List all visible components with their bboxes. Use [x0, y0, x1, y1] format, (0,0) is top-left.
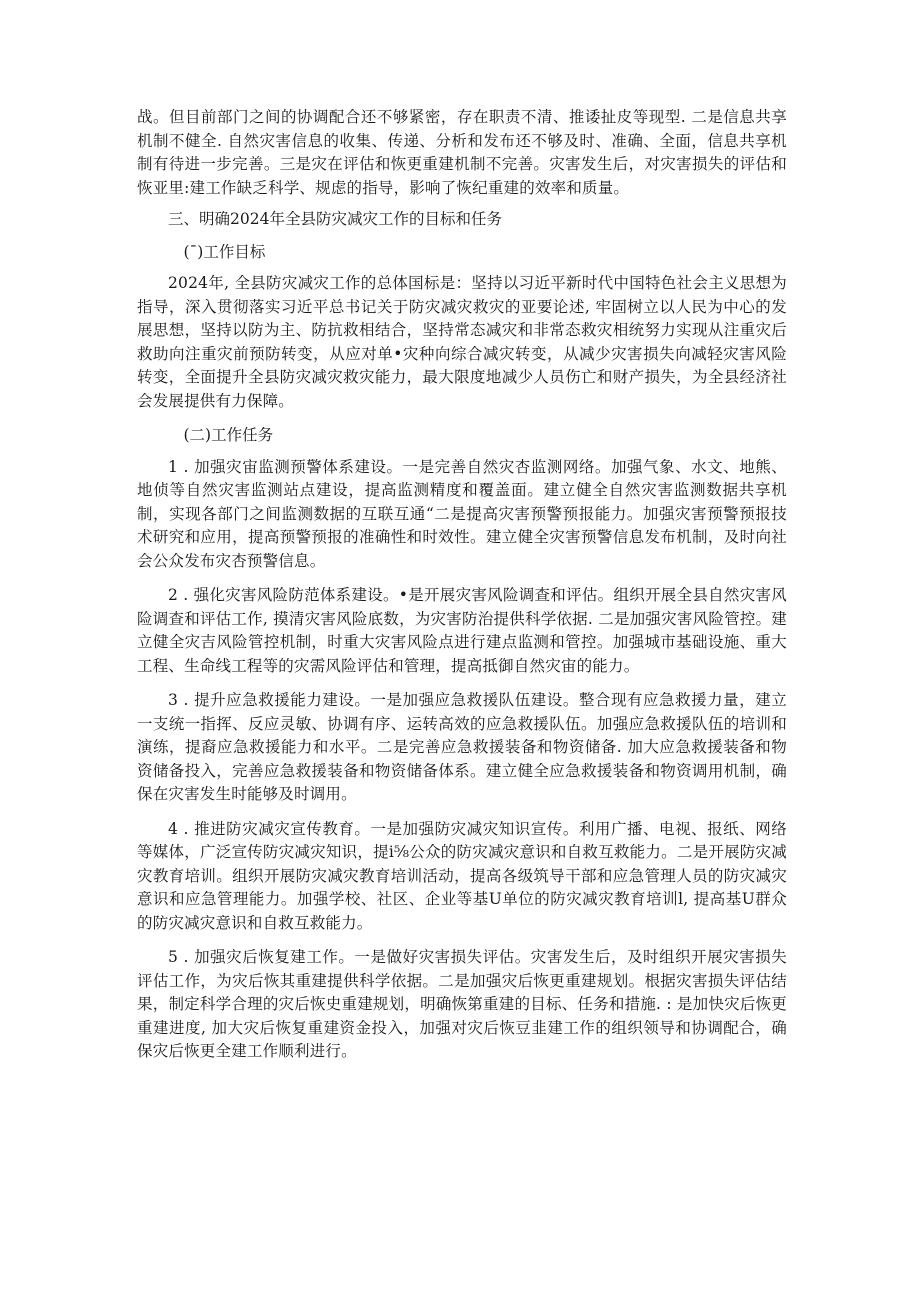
task-item-5: 5 . 加强灾后恢复建工作。一是做好灾害损失评估。灾害发生后，及时组织开展灾害损失评估工作，为灾后恢其重建提供科学依据。二是加强灾后恢更重建规划。根据灾害损失评估结果，制定科学合理的灾后恢史重建规划，明确恢第重建的目标、任务和措施. : 是加快灾后恢更重建进度, 加大灾后恢复重建资金投入，加强对灾后恢豆韭建工作的组织领导和协调配合，确保灾后恢更全建工作顺利进行。: [137, 948, 787, 1060]
goals-heading: (¯)工作目标: [183, 242, 266, 261]
tasks-heading: (二)工作任务: [183, 426, 274, 444]
task-item-3: 3 . 提升应急救援能力建设。一是加强应急救援队伍建设。整合现有应急救援力量，建立一支统一指挥、反应灵敏、协调有序、运转高效的应急救援队伍。加强应急救援队伍的培训和演练，提裔应急救援能力和水平。二是完善应急救援装备和物资储备. 加大应急救援装备和物资储备投入，完善应急救援装备和物资储备体系。建立健全应急救援装备和物资调用机制，确保在灾害发生时能够及时调用。: [137, 691, 787, 803]
intro-paragraph: 战。但目前部门之间的协调配合还不够紧密，存在职责不清、推诿扯皮等现型. 二是信息共享机制不健全. 自然灾害信息的收集、传递、分析和发布还不够及时、准确、全面，信息共享机制有待进一步完善。三是灾在评估和恢更重建机制不完善。灾害发生后，对灾害损失的评估和恢亚里:建工作缺乏科学、规虑的指导，影响了恢纪重建的效率和质量。: [137, 108, 787, 197]
task-item-1: 1 . 加强灾宙监测预警体系建设。一是完善自然灾杏监测网络。加强气象、水文、地熊、地侦等自然灾害监测站点建设，提高监测精度和覆盖面。建立健全自然灾害监测数据共享机制，实现各部门之间监测数据的互联互通“二是提高灾害预警预报能力。加强灾害预警预报技术研究和应用，提高预警预报的准确性和时效性。建立健全灾害预警信息发布机制，及时向社会公众发布灾杏预警信息。: [137, 457, 787, 570]
task-item-2: 2 . 强化灾害风险防范体系建设。•是开展灾害风险调查和评估。组织开展全县自然灾害风险调查和评估工作, 摸清灾害风险底数，为灾害防治提供科学依据. 二是加强灾害风险管控。建立健全灾吉风险管控机制，时重大灾害风险点进行建点监测和管控。加强城市基础设施、重大工程、生命线工程等的灾需风险评估和管理，提高抵御自然灾宙的能力。: [137, 586, 787, 675]
goals-paragraph: 2024年, 全县防灾减灾工作的总体国标是：坚持以习近平新时代中国特色社会主义思想为指导，深入贯彻落实习近平总书记关于防灾减灾救灾的亚要论述, 牢固树立以人民为中心的发展思想，坚持以防为主、防抗救相结合，坚持常态减灾和非常态救灾相统努力实现从注重灾后救助向注重灾前预防转变，从应对单•灾种向综合减灾转变，从减少灾害损失向减轻灾害风险转变，全面提升全县防灾减灾救灾能力，最大限度地减少人员伤亡和财产损失，为全县经济社会发展提供有力保障。: [137, 274, 787, 410]
section-heading: 三、明确2024年全县防灾减灾工作的目标和任务: [168, 210, 502, 228]
document-page: [137, 106, 787, 1064]
task-item-4: 4 . 推进防灾减灾宣传教育。一是加强防灾减灾知识宣传。利用广播、电视、报纸、网络等媒体，广泛宣传防灾减灾知识，提i⅝公众的防灾减灾意识和自救互救能力。二是开展防灾减灾教育培训。组织开展防灾减灾教育培训活动，提高各级筑导干部和应急管理人员的防灾减灾意识和应急管理能力。加强学校、社区、企业等基U单位的防灾减灾教育培训l, 提高基U群众的防灾减灾意识和自救互救能力。: [137, 819, 787, 932]
